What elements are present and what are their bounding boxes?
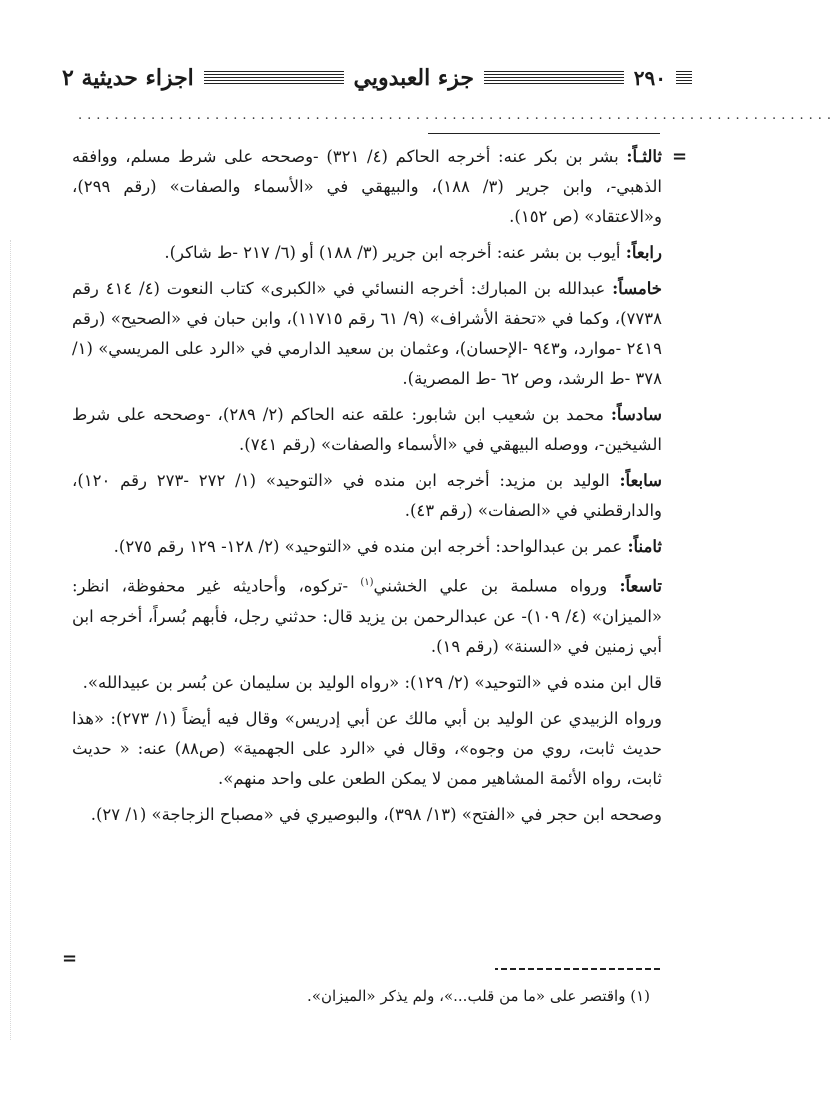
continuation-mark-bottom: = [62,948,78,969]
paragraph-ibn-mandah: قال ابن منده في «التوحيد» (٢/ ١٢٩): «رواه الوليد بن سليمان عن بُسر بن عبيدالله». [82,672,662,692]
paragraph-eighth: ثامناً: عمر بن عبدالواحد: أخرجه ابن منده في «التوحيد» (٢/ ١٢٨- ١٢٩ رقم ٢٧٥). [113,537,662,556]
header-rule-right [676,71,692,85]
header-rule-middle-left [204,71,344,85]
page-number: ٢٩٠ [633,66,666,90]
paragraph-ibn-hajar: وصححه ابن حجر في «الفتح» (١٣/ ٣٩٨)، والبوصيري في «مصباح الزجاجة» (١/ ٢٧). [90,804,662,824]
footnote-marker: (١) [630,987,650,1005]
header-rule-middle-right [484,71,624,85]
paragraph-seventh: سابعاً: الوليد بن مزيد: أخرجه ابن منده في «التوحيد» (١/ ٢٧٢ -٢٧٣ رقم ١٢٠)، والدارقطني في «الصفات» (رقم ٤٣). [72,471,662,520]
body-text [72,142,662,836]
dotted-separator: ................................................................................... [78,108,836,123]
continuation-mark-top: = [672,146,688,167]
paragraph-ninth: تاسعاً: ورواه مسلمة بن علي الخشني$^{(١)}$ -تركوه، وأحاديثه غير محفوظة، انظر: «الميزان» (٤/ ١٠٩)- عن عبدالرحمن بن يزيد قال: حدثني رجل، فأبهم بُسراً، أخرجه ابن أبي زمنين في «السنة» (رقم ١٩). [72,576,662,656]
top-rule [428,133,660,134]
footnote-reference: (١) [360,577,374,588]
paragraph-sixth: سادساً: محمد بن شعيب ابن شابور: علقه عنه الحاكم (٢/ ٢٨٩)، -وصححه على شرط الشيخين-، ووصله البيهقي في «الأسماء والصفات» (رقم ٧٤١). [72,405,662,454]
paragraph-third: ثالثـاً: بشر بن بكر عنه: أخرجه الحاكم (٤/ ٣٢١) -وصححه على شرط مسلم، ووافقه الذهبي-، وابن جرير (٣/ ١٨٨)، والبيهقي في «الأسماء والصفات» (رقم ٢٩٩)، و«الاعتقاد» (ص ١٥٢). [72,147,662,226]
footnote-divider [495,968,660,970]
scan-margin-line [10,240,11,1040]
running-header [62,58,692,98]
footnote [90,984,650,1008]
paragraph-fourth: رابعاً: أيوب بن بشر عنه: أخرجه ابن جرير (٣/ ١٨٨) أو (٦/ ٢١٧ -ط شاكر). [164,243,662,262]
paragraph-zubaydi: ورواه الزبيدي عن الوليد بن أبي مالك عن أبي إدريس» وقال فيه أيضاً (١/ ٢٧٣): «هذا حديث ثابت، روي من وجوه»، وقال في «الرد على الجهمية» (ص٨٨) عنه: « حديث ثابت، رواه الأئمة المشاهير ممن لا يمكن الطعن على واحد منهم». [72,708,662,788]
book-title: اجزاء حديثية ٢ [61,65,194,91]
chapter-title: جزء العبدويي [353,65,474,91]
footnote-text: واقتصر على «ما من قلب...»، ولم يذكر «الميزان». [307,987,631,1005]
paragraph-fifth: خامساً: عبدالله بن المبارك: أخرجه النسائي في «الكبرى» كتاب النعوت (٤/ ٤١٤ رقم ٧٧٣٨)، وكما في «تحفة الأشراف» (٩/ ٦١ رقم ١١٧١٥)، وابن حبان في «الصحيح» (رقم ٢٤١٩ -موارد، و٩٤٣ -الإحسان)، وعثمان بن سعيد الدارمي في «الرد على المريسي» (١/ ٣٧٨ -ط الرشد، وص ٦٢ -ط المصرية). [72,279,662,388]
